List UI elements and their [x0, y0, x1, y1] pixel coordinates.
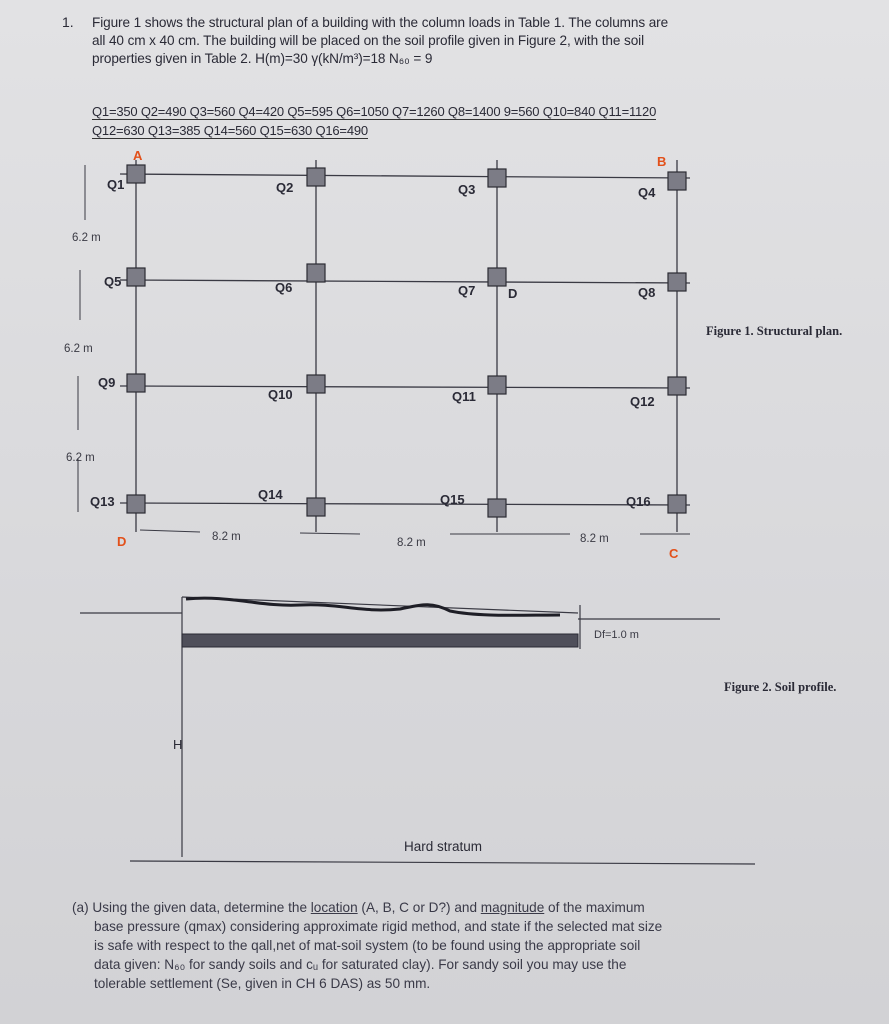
- corner-c-label: C: [669, 546, 679, 561]
- label-q9: Q9: [98, 375, 116, 390]
- df-label: Df=1.0 m: [594, 629, 639, 641]
- spacing-v-2: 6.2 m: [64, 343, 93, 355]
- corner-b-label: B: [657, 154, 667, 169]
- part-a-line1-pre: (a) Using the given data, determine the: [72, 900, 311, 915]
- part-a-location-word: location: [310, 900, 358, 915]
- column-q5: [127, 268, 145, 286]
- part-a-line-1: [72, 898, 792, 917]
- part-a-line-2: base pressure (qmax) considering approximate rigid method, and state if the selected mat size: [94, 919, 663, 934]
- column-q15: [488, 499, 506, 517]
- label-q16: Q16: [626, 494, 651, 509]
- intro-line-3: properties given in Table 2. H(m)=30 γ(kN/m³)=18 N₆₀ = 9: [92, 51, 433, 66]
- dimension-lines: [78, 165, 690, 534]
- spacing-h-1: 8.2 m: [212, 531, 241, 543]
- label-q15: Q15: [440, 492, 465, 507]
- corner-d-label: D: [117, 534, 127, 549]
- loads-line-1: Q1=350 Q2=490 Q3=560 Q4=420 Q5=595 Q6=1050 Q7=1260 Q8=1400 9=560 Q10=840 Q11=1120: [92, 104, 657, 119]
- dim-horizontal-1: [140, 530, 200, 532]
- label-q3: Q3: [458, 182, 476, 197]
- label-q1: Q1: [107, 177, 125, 192]
- part-a-line1-mid: (A, B, C or D?) and: [357, 900, 481, 915]
- part-a-line-3: is safe with respect to the qall,net of mat-soil system (to be found using the appropriate soil: [94, 938, 641, 953]
- grid-lines: [120, 160, 690, 532]
- grid-row-4: [120, 503, 690, 505]
- hard-stratum-label: Hard stratum: [404, 839, 483, 854]
- label-q14: Q14: [258, 487, 283, 502]
- figure1-caption: Figure 1. Structural plan.: [706, 324, 843, 338]
- structural-plan-figure: [0, 140, 889, 580]
- spacing-v-1: 6.2 m: [72, 232, 101, 244]
- label-q13: Q13: [90, 494, 115, 509]
- loads-line-2: Q12=630 Q13=385 Q14=560 Q15=630 Q16=490: [92, 123, 368, 138]
- part-a-line-5: tolerable settlement (Se, given in CH 6 DAS) as 50 mm.: [94, 976, 431, 991]
- label-q5: Q5: [104, 274, 122, 289]
- grid-row-2: [120, 280, 690, 283]
- column-q1: [127, 165, 145, 183]
- column-q8: [668, 273, 686, 291]
- intro-line-2: all 40 cm x 40 cm. The building will be placed on the soil profile given in Figure 2, with the soil: [92, 33, 645, 48]
- label-q8: Q8: [638, 285, 656, 300]
- label-q6: Q6: [275, 280, 293, 295]
- dim-horizontal-2: [300, 533, 360, 534]
- column-q16: [668, 495, 686, 513]
- column-q9: [127, 374, 145, 392]
- column-q3: [488, 169, 506, 187]
- label-q7: Q7: [458, 283, 476, 298]
- part-a-line-4: data given: N₆₀ for sandy soils and cᵤ for saturated clay). For sandy soil you may use the: [94, 957, 627, 972]
- column-q10: [307, 375, 325, 393]
- label-q11: Q11: [452, 389, 476, 404]
- mat-foundation: [182, 634, 578, 647]
- inner-d-label: D: [508, 286, 518, 301]
- grid-row-3: [120, 386, 690, 388]
- corner-a-label: A: [133, 148, 143, 163]
- column-q13: [127, 495, 145, 513]
- column-squares: [127, 165, 686, 517]
- problem-number: 1.: [62, 14, 74, 30]
- column-q11: [488, 376, 506, 394]
- column-q2: [307, 168, 325, 186]
- figure2-caption: Figure 2. Soil profile.: [724, 680, 837, 694]
- column-q12: [668, 377, 686, 395]
- h-label: H: [173, 737, 183, 752]
- part-a-magnitude-word: magnitude: [480, 900, 545, 915]
- label-q2: Q2: [276, 180, 294, 195]
- soil-profile-figure: [0, 585, 889, 875]
- part-a-question: [72, 898, 792, 993]
- part-a-line1-post: of the maximum: [544, 900, 645, 915]
- spacing-v-3: 6.2 m: [66, 452, 95, 464]
- label-q10: Q10: [268, 387, 293, 402]
- column-q6: [307, 264, 325, 282]
- spacing-h-2: 8.2 m: [397, 537, 426, 549]
- column-loads-table: [92, 102, 782, 140]
- intro-line-1: Figure 1 shows the structural plan of a building with the column loads in Table 1. The columns are: [92, 15, 669, 30]
- grid-row-1: [120, 174, 690, 178]
- ground-surface-curve: [186, 598, 560, 615]
- column-q4: [668, 172, 686, 190]
- label-q12: Q12: [630, 394, 655, 409]
- problem-intro: [92, 14, 782, 68]
- spacing-h-3: 8.2 m: [580, 533, 609, 545]
- hard-stratum-line: [130, 861, 755, 864]
- label-q4: Q4: [638, 185, 656, 200]
- column-q7: [488, 268, 506, 286]
- column-q14: [307, 498, 325, 516]
